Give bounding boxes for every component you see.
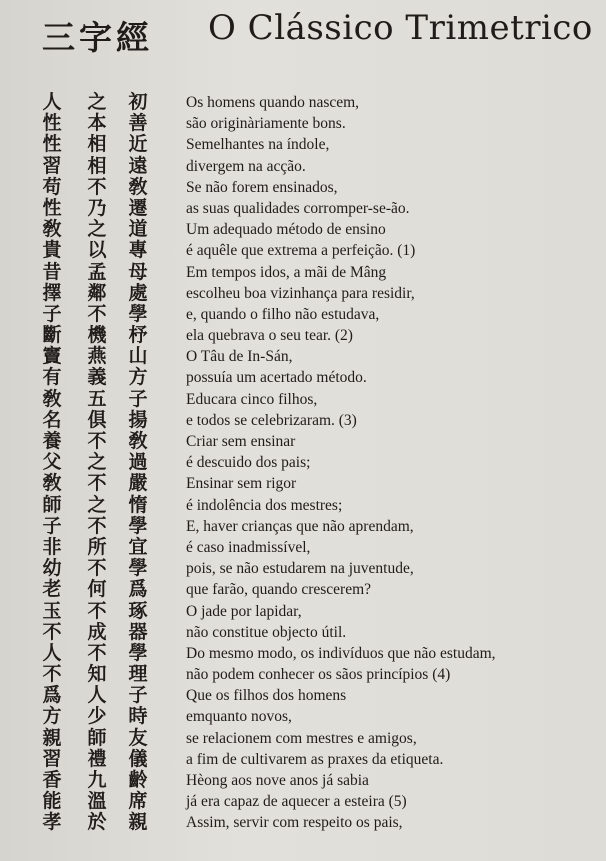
portuguese-line: e todos se celebrizaram. (3) xyxy=(186,411,357,429)
portuguese-line: Se não forem ensinados, xyxy=(186,178,338,196)
chinese-character: 不 xyxy=(87,599,107,622)
chinese-character: 相 xyxy=(87,154,107,177)
verse-row xyxy=(0,93,606,114)
chinese-character: 杼 xyxy=(128,324,148,347)
chinese-character: 本 xyxy=(87,112,107,135)
chinese-character: 宜 xyxy=(128,535,148,558)
chinese-character: 父 xyxy=(42,451,62,474)
verse-row xyxy=(0,514,606,538)
chinese-character: 擇 xyxy=(42,281,62,304)
portuguese-line: Criar sem ensinar xyxy=(186,433,296,450)
chinese-character: 道 xyxy=(128,218,148,241)
chinese-character: 不 xyxy=(87,641,107,664)
chinese-character: 性 xyxy=(42,133,62,156)
verse-row xyxy=(0,580,606,601)
chinese-character: 禮 xyxy=(87,747,107,770)
verse-row xyxy=(0,707,606,728)
chinese-character: 玉 xyxy=(42,599,62,622)
chinese-character: 養 xyxy=(42,430,62,452)
chinese-character: 處 xyxy=(128,281,148,304)
portuguese-line: pois, se não estudarem na juventude, xyxy=(186,560,414,578)
portuguese-line: Hèong aos nove anos já sabia xyxy=(186,772,369,789)
chinese-character: 琢 xyxy=(128,599,148,622)
portuguese-line: já era capaz de aquecer a esteira (5) xyxy=(186,793,407,811)
chinese-character: 過 xyxy=(128,451,148,474)
chinese-character: 人 xyxy=(87,684,107,707)
chinese-character: 斷 xyxy=(42,324,62,347)
verse-row xyxy=(0,535,606,559)
verse-row xyxy=(0,135,606,156)
chinese-character: 之 xyxy=(87,218,107,241)
portuguese-line: emquanto novos, xyxy=(186,708,292,726)
verse-row xyxy=(0,175,606,199)
chinese-character: 器 xyxy=(128,620,148,643)
portuguese-line: Os homens quando nascem, xyxy=(186,94,360,111)
portuguese-line: E, haver crianças que não aprendam, xyxy=(186,517,414,535)
verse-row xyxy=(0,813,606,834)
chinese-character: 苟 xyxy=(42,175,62,198)
chinese-character: 不 xyxy=(42,620,62,643)
chinese-character: 遠 xyxy=(128,154,148,177)
chinese-character: 近 xyxy=(128,133,148,156)
chinese-character: 之 xyxy=(87,493,107,516)
chinese-character: 性 xyxy=(42,196,62,219)
chinese-character: 有 xyxy=(42,366,62,389)
chinese-character: 席 xyxy=(128,790,148,813)
portuguese-line: se relacionem com mestres e amigos, xyxy=(186,729,417,747)
chinese-character: 儀 xyxy=(128,747,148,770)
chinese-character: 不 xyxy=(87,175,107,198)
chinese-character: 子 xyxy=(128,387,148,410)
verse-row xyxy=(0,281,606,305)
verse-row xyxy=(0,453,606,474)
chinese-character: 爲 xyxy=(128,578,148,601)
verse-row xyxy=(0,260,606,284)
portuguese-line: e, quando o filho não estudava, xyxy=(186,305,380,323)
chinese-character: 義 xyxy=(87,366,107,389)
chinese-character: 之 xyxy=(87,91,107,113)
portuguese-line: é indolência dos mestres; xyxy=(186,496,343,514)
portuguese-line: escolheu boa vizinhança para residir, xyxy=(186,284,415,302)
chinese-character: 惰 xyxy=(128,493,148,516)
portuguese-line: são originàriamente bons. xyxy=(186,115,346,133)
chinese-character: 所 xyxy=(87,535,107,558)
portuguese-line: não podem conhecer os sãos princípios (4) xyxy=(186,666,451,684)
chinese-character: 初 xyxy=(128,91,148,113)
chinese-character: 爲 xyxy=(42,684,62,707)
portuguese-line: as suas qualidades corromper-se-ão. xyxy=(186,199,410,217)
verse-row xyxy=(0,599,606,623)
chinese-character: 方 xyxy=(128,366,148,389)
chinese-character: 五 xyxy=(87,387,107,410)
chinese-character: 人 xyxy=(42,641,62,664)
chinese-character: 親 xyxy=(42,726,62,749)
chinese-character: 香 xyxy=(42,769,62,791)
chinese-character: 敎 xyxy=(128,430,148,452)
portuguese-title: O Clássico Trimetrico xyxy=(208,8,593,48)
chinese-character: 善 xyxy=(128,112,148,135)
verse-row xyxy=(0,747,606,771)
chinese-character: 敎 xyxy=(42,387,62,410)
chinese-character: 理 xyxy=(128,663,148,686)
verse-row xyxy=(0,302,606,326)
verse-row xyxy=(0,474,606,495)
chinese-character: 以 xyxy=(87,239,107,262)
chinese-character: 燕 xyxy=(87,345,107,368)
portuguese-line: Em tempos idos, a mãi de Mâng xyxy=(186,263,387,281)
chinese-character: 於 xyxy=(87,811,107,834)
chinese-character: 昔 xyxy=(42,260,62,283)
chinese-character: 學 xyxy=(128,302,148,325)
chinese-character: 竇 xyxy=(42,345,62,368)
chinese-character: 不 xyxy=(87,430,107,452)
chinese-character: 之 xyxy=(87,451,107,474)
chinese-character: 少 xyxy=(87,705,107,728)
portuguese-line: possuía um acertado método. xyxy=(186,369,367,387)
portuguese-line: Do mesmo modo, os indivíduos que não estudam, xyxy=(186,644,496,662)
verse-row xyxy=(0,726,606,750)
chinese-character: 溫 xyxy=(87,790,107,813)
chinese-character: 不 xyxy=(87,472,107,495)
chinese-character: 敎 xyxy=(42,472,62,495)
chinese-character: 不 xyxy=(87,302,107,325)
verse-row xyxy=(0,154,606,178)
chinese-title: 三字經 xyxy=(42,18,153,57)
verse-row xyxy=(0,196,606,220)
chinese-character: 揚 xyxy=(128,408,148,431)
chinese-character: 非 xyxy=(42,535,62,558)
portuguese-line: ela quebrava o seu tear. (2) xyxy=(186,327,353,345)
chinese-character: 學 xyxy=(128,641,148,664)
chinese-character: 不 xyxy=(87,514,107,537)
chinese-character: 乃 xyxy=(87,196,107,219)
portuguese-line: que farão, quando crescerem? xyxy=(186,581,372,599)
chinese-character: 子 xyxy=(42,302,62,325)
chinese-character: 敎 xyxy=(128,175,148,198)
verse-row xyxy=(0,620,606,644)
chinese-character: 學 xyxy=(128,514,148,537)
chinese-character: 俱 xyxy=(87,408,107,431)
portuguese-line: Semelhantes na índole, xyxy=(186,136,330,154)
portuguese-line: não constitue objecto útil. xyxy=(186,623,347,641)
chinese-character: 齡 xyxy=(128,769,148,791)
chinese-character: 何 xyxy=(87,578,107,601)
verse-row xyxy=(0,368,606,389)
chinese-character: 習 xyxy=(42,154,62,177)
verse-row xyxy=(0,241,606,262)
portuguese-line: Um adequado método de ensino xyxy=(186,221,386,239)
chinese-character: 方 xyxy=(42,705,62,728)
chinese-character: 孟 xyxy=(87,260,107,283)
chinese-character: 親 xyxy=(128,811,148,834)
chinese-character: 孝 xyxy=(42,811,62,834)
verse-row xyxy=(0,432,606,453)
portuguese-line: Que os filhos dos homens xyxy=(186,687,347,705)
chinese-character: 不 xyxy=(87,557,107,580)
chinese-character: 機 xyxy=(87,324,107,347)
chinese-character: 時 xyxy=(128,705,148,728)
verse-row xyxy=(0,641,606,665)
portuguese-line: Ensinar sem rigor xyxy=(186,475,297,493)
verse-rows xyxy=(0,93,606,835)
chinese-character: 九 xyxy=(87,769,107,791)
chinese-character: 不 xyxy=(42,663,62,686)
portuguese-line: é aquêle que extrema a perfeição. (1) xyxy=(186,242,416,260)
chinese-character: 習 xyxy=(42,747,62,770)
chinese-character: 貴 xyxy=(42,239,62,262)
chinese-character: 子 xyxy=(128,684,148,707)
chinese-character: 能 xyxy=(42,790,62,813)
chinese-character: 鄰 xyxy=(87,281,107,304)
verse-row xyxy=(0,387,606,411)
chinese-character: 名 xyxy=(42,408,62,431)
chinese-character: 老 xyxy=(42,578,62,601)
chinese-character: 學 xyxy=(128,557,148,580)
verse-row xyxy=(0,408,606,432)
chinese-character: 子 xyxy=(42,514,62,537)
chinese-character: 敎 xyxy=(42,218,62,241)
portuguese-line: O Tâu de In-Sán, xyxy=(186,348,293,366)
chinese-character: 山 xyxy=(128,345,148,368)
portuguese-line: divergem na acção. xyxy=(186,157,306,175)
verse-row xyxy=(0,771,606,792)
portuguese-line: a fim de cultivarem as praxes da etiqueta. xyxy=(186,750,444,768)
portuguese-line: Assim, servir com respeito os pais, xyxy=(186,814,403,832)
verse-row xyxy=(0,665,606,686)
portuguese-line: O jade por lapidar, xyxy=(186,602,302,620)
chinese-character: 母 xyxy=(128,260,148,283)
portuguese-line: Educara cinco filhos, xyxy=(186,390,318,408)
chinese-character: 遷 xyxy=(128,196,148,219)
chinese-character: 師 xyxy=(87,726,107,749)
chinese-character: 人 xyxy=(42,91,62,113)
chinese-character: 師 xyxy=(42,493,62,516)
chinese-character: 友 xyxy=(128,726,148,749)
portuguese-line: é caso inadmissível, xyxy=(186,538,311,556)
chinese-character: 嚴 xyxy=(128,472,148,495)
chinese-character: 性 xyxy=(42,112,62,135)
portuguese-line: é descuido dos pais; xyxy=(186,454,311,472)
chinese-character: 相 xyxy=(87,133,107,156)
verse-row xyxy=(0,220,606,241)
chinese-character: 知 xyxy=(87,663,107,686)
verse-row xyxy=(0,493,606,517)
chinese-character: 幼 xyxy=(42,557,62,580)
chinese-character: 成 xyxy=(87,620,107,643)
chinese-character: 專 xyxy=(128,239,148,262)
